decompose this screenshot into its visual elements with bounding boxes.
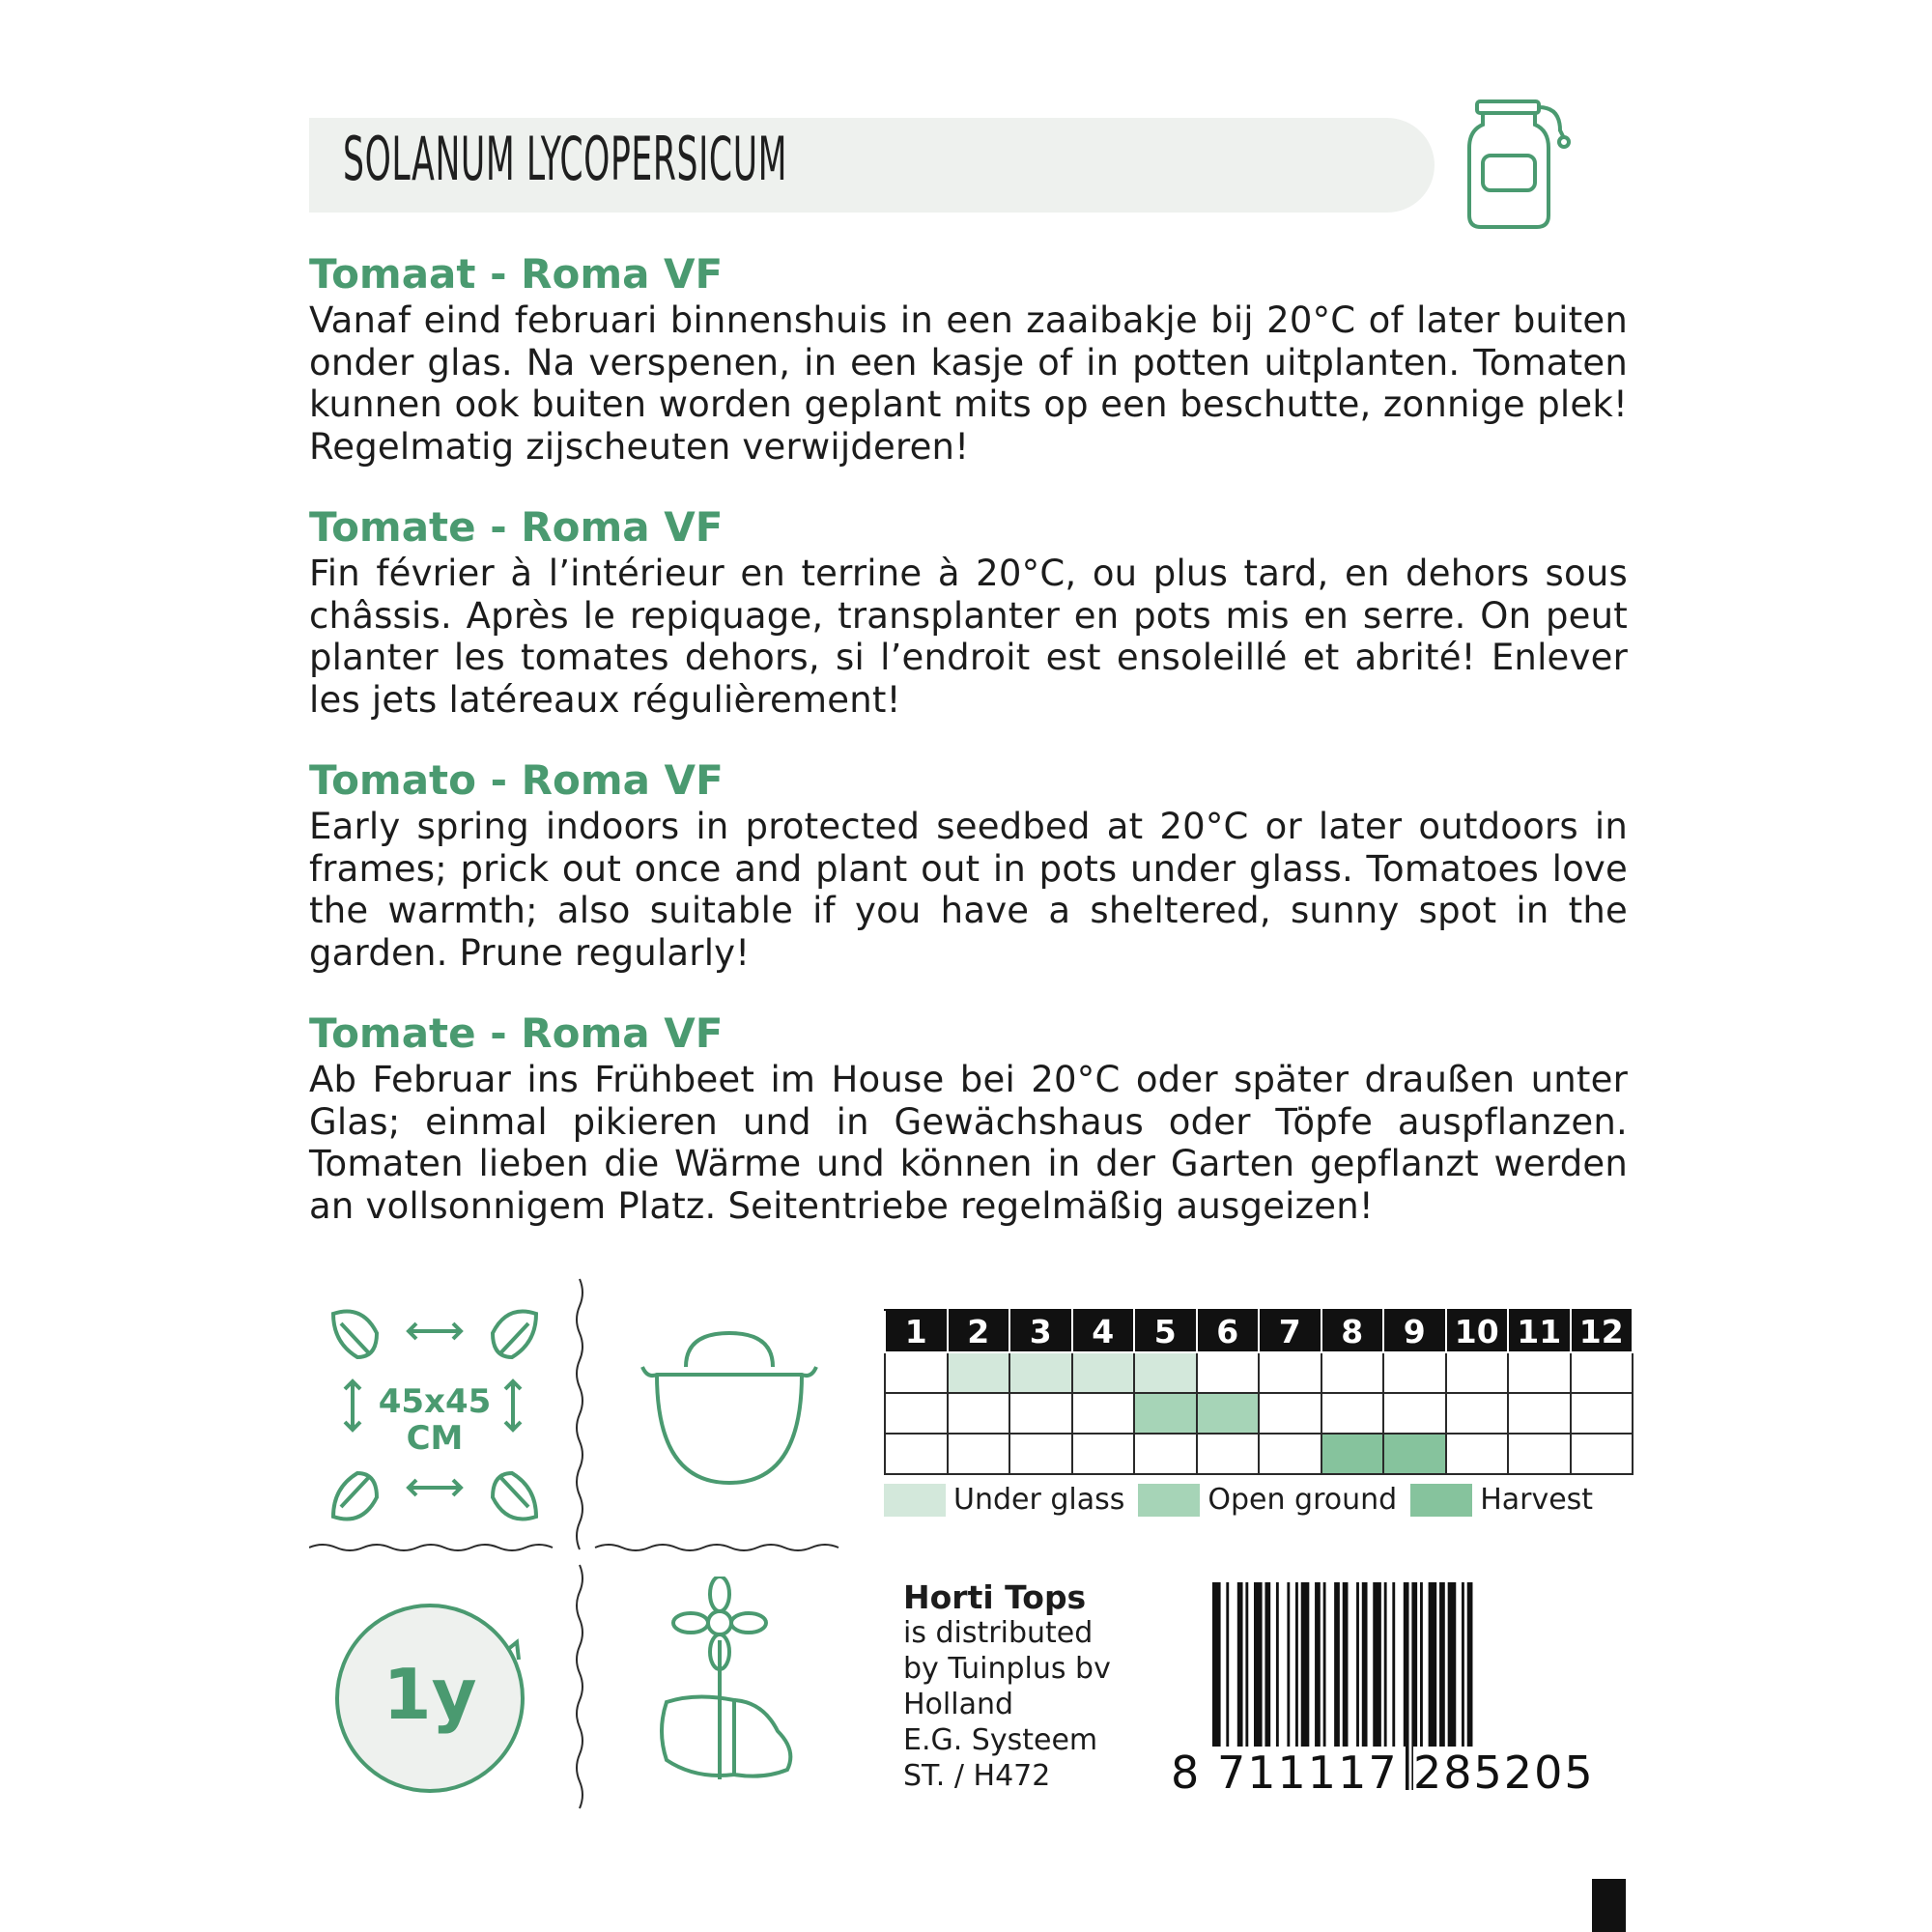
- section-german: [309, 1009, 1628, 1227]
- month-11: 11: [1508, 1310, 1571, 1352]
- calendar-cell: [1383, 1393, 1446, 1434]
- calendar-cell: [1446, 1352, 1509, 1393]
- calendar-cell: [1197, 1352, 1260, 1393]
- month-12: 12: [1571, 1310, 1634, 1352]
- month-3: 3: [1009, 1310, 1072, 1352]
- legend-item-under-glass: [884, 1483, 1124, 1517]
- month-10: 10: [1446, 1310, 1509, 1352]
- barcode-digit-first: 8: [1171, 1747, 1217, 1799]
- spacing-value: 45x45: [378, 1382, 492, 1421]
- section-text: Fin février à l’intérieur en terrine à 20°C, ou plus tard, en dehors sous châssis. Après le repiquage, transplanter en pots mis en serre. On peut planter les tomates dehors, si l’endroit est ensoleillé et abrité! Enlever les jets latéreaux régulièrement!: [309, 553, 1628, 721]
- month-9: 9: [1383, 1310, 1446, 1352]
- legend-label: Open ground: [1208, 1483, 1398, 1517]
- calendar-cell: [1508, 1434, 1571, 1474]
- calendar-row-harvest: [885, 1434, 1633, 1474]
- legend-swatch: [1138, 1484, 1200, 1517]
- spacing-label: [324, 1383, 546, 1457]
- calendar-cell: [1446, 1434, 1509, 1474]
- seed-jar-icon: [1463, 92, 1579, 237]
- calendar-cell: [1571, 1393, 1634, 1434]
- calendar-cell: [1446, 1393, 1509, 1434]
- brand-name: Horti Tops: [903, 1578, 1087, 1616]
- indoor-pot-icon: [633, 1328, 826, 1492]
- calendar-legend: [884, 1483, 1606, 1517]
- section-title: Tomate - Roma VF: [309, 503, 724, 551]
- print-mark: [1592, 1879, 1626, 1932]
- calendar-cell: [1259, 1434, 1321, 1474]
- legend-item-open-ground: [1138, 1483, 1397, 1517]
- distributor-line: Holland: [903, 1688, 1014, 1721]
- lifecycle-icon-group: [324, 1592, 536, 1804]
- calendar-cell: [1383, 1352, 1446, 1393]
- section-title: Tomate - Roma VF: [309, 1009, 724, 1057]
- month-5: 5: [1134, 1310, 1197, 1352]
- barcode-number: [1171, 1747, 1602, 1799]
- calendar-cell: [1134, 1393, 1197, 1434]
- section-french: [309, 502, 1628, 721]
- calendar-cell: [885, 1434, 948, 1474]
- flower-pot-icon: [657, 1577, 802, 1789]
- calendar-cell: [1383, 1434, 1446, 1474]
- calendar-cell: [948, 1434, 1010, 1474]
- barcode-digits-left: 711117: [1217, 1747, 1406, 1799]
- calendar-cell: [1134, 1434, 1197, 1474]
- legend-swatch: [884, 1484, 946, 1517]
- calendar-cell: [948, 1393, 1010, 1434]
- calendar-cell: [885, 1393, 948, 1434]
- calendar-cell: [885, 1352, 948, 1393]
- distributor-info: [903, 1579, 1111, 1794]
- calendar-cell: [1072, 1434, 1135, 1474]
- calendar-cell: [1571, 1434, 1634, 1474]
- legend-label: Harvest: [1480, 1483, 1594, 1517]
- calendar-row-open-ground: [885, 1393, 1633, 1434]
- calendar-months-row: [885, 1310, 1633, 1352]
- section-dutch: [309, 249, 1628, 468]
- calendar-row-under-glass: [885, 1352, 1633, 1393]
- section-text: Vanaf eind februari binnenshuis in een zaaibakje bij 20°C of later buiten onder glas. Na verspenen, in een kasje of in potten uitplanten. Tomaten kunnen ook buiten worden geplant mits op een beschutte, zonnige plek! Regelmatig zijscheuten verwijderen!: [309, 299, 1628, 468]
- month-8: 8: [1321, 1310, 1384, 1352]
- section-title: Tomato - Roma VF: [309, 756, 724, 804]
- spacing-icon-group: [324, 1304, 546, 1526]
- month-7: 7: [1259, 1310, 1321, 1352]
- section-english: [309, 755, 1628, 974]
- month-4: 4: [1072, 1310, 1135, 1352]
- distributor-line: by Tuinplus bv: [903, 1652, 1111, 1686]
- section-title: Tomaat - Roma VF: [309, 250, 724, 298]
- month-1: 1: [885, 1310, 948, 1352]
- calendar-cell: [1072, 1393, 1135, 1434]
- month-6: 6: [1197, 1310, 1260, 1352]
- calendar-cell: [1134, 1352, 1197, 1393]
- calendar-cell: [1072, 1352, 1135, 1393]
- calendar-cell: [1508, 1352, 1571, 1393]
- calendar-cell: [1197, 1434, 1260, 1474]
- spacing-unit: CM: [406, 1419, 464, 1458]
- distributor-line: ST. / H472: [903, 1759, 1051, 1793]
- legend-swatch: [1410, 1484, 1472, 1517]
- calendar-cell: [1321, 1352, 1384, 1393]
- scientific-name: SOLANUM LYCOPERSICUM: [343, 124, 788, 194]
- calendar-cell: [1009, 1393, 1072, 1434]
- calendar-cell: [1259, 1352, 1321, 1393]
- barcode-digits-right: 285205: [1413, 1747, 1602, 1799]
- calendar-cell: [1508, 1393, 1571, 1434]
- calendar-table: [884, 1309, 1634, 1475]
- sowing-calendar: [884, 1309, 1634, 1475]
- calendar-cell: [948, 1352, 1010, 1393]
- calendar-cell: [1197, 1393, 1260, 1434]
- distributor-line: is distributed: [903, 1616, 1094, 1650]
- calendar-cell: [1009, 1434, 1072, 1474]
- lifecycle-label: 1y: [383, 1654, 477, 1735]
- section-text: Early spring indoors in protected seedbed at 20°C or later outdoors in frames; prick out once and plant out in pots under glass. Tomatoes love the warmth; also suitable if you have a sheltered, sunny spot in the garden. Prune regularly!: [309, 806, 1628, 974]
- distributor-line: E.G. Systeem: [903, 1723, 1098, 1757]
- legend-item-harvest: [1410, 1483, 1593, 1517]
- calendar-cell: [1259, 1393, 1321, 1434]
- calendar-cell: [1321, 1393, 1384, 1434]
- month-2: 2: [948, 1310, 1010, 1352]
- section-text: Ab Februar ins Frühbeet im House bei 20°C oder später draußen unter Glas; einmal pikieren und in Gewächshaus oder Töpfe auspflanzen. Tomaten lieben die Wärme und können in der Garten gepflanzt werden an vollsonnigem Platz. Seitentriebe regelmäßig ausgeizen!: [309, 1059, 1628, 1227]
- legend-label: Under glass: [953, 1483, 1125, 1517]
- calendar-cell: [1321, 1434, 1384, 1474]
- calendar-cell: [1571, 1352, 1634, 1393]
- calendar-cell: [1009, 1352, 1072, 1393]
